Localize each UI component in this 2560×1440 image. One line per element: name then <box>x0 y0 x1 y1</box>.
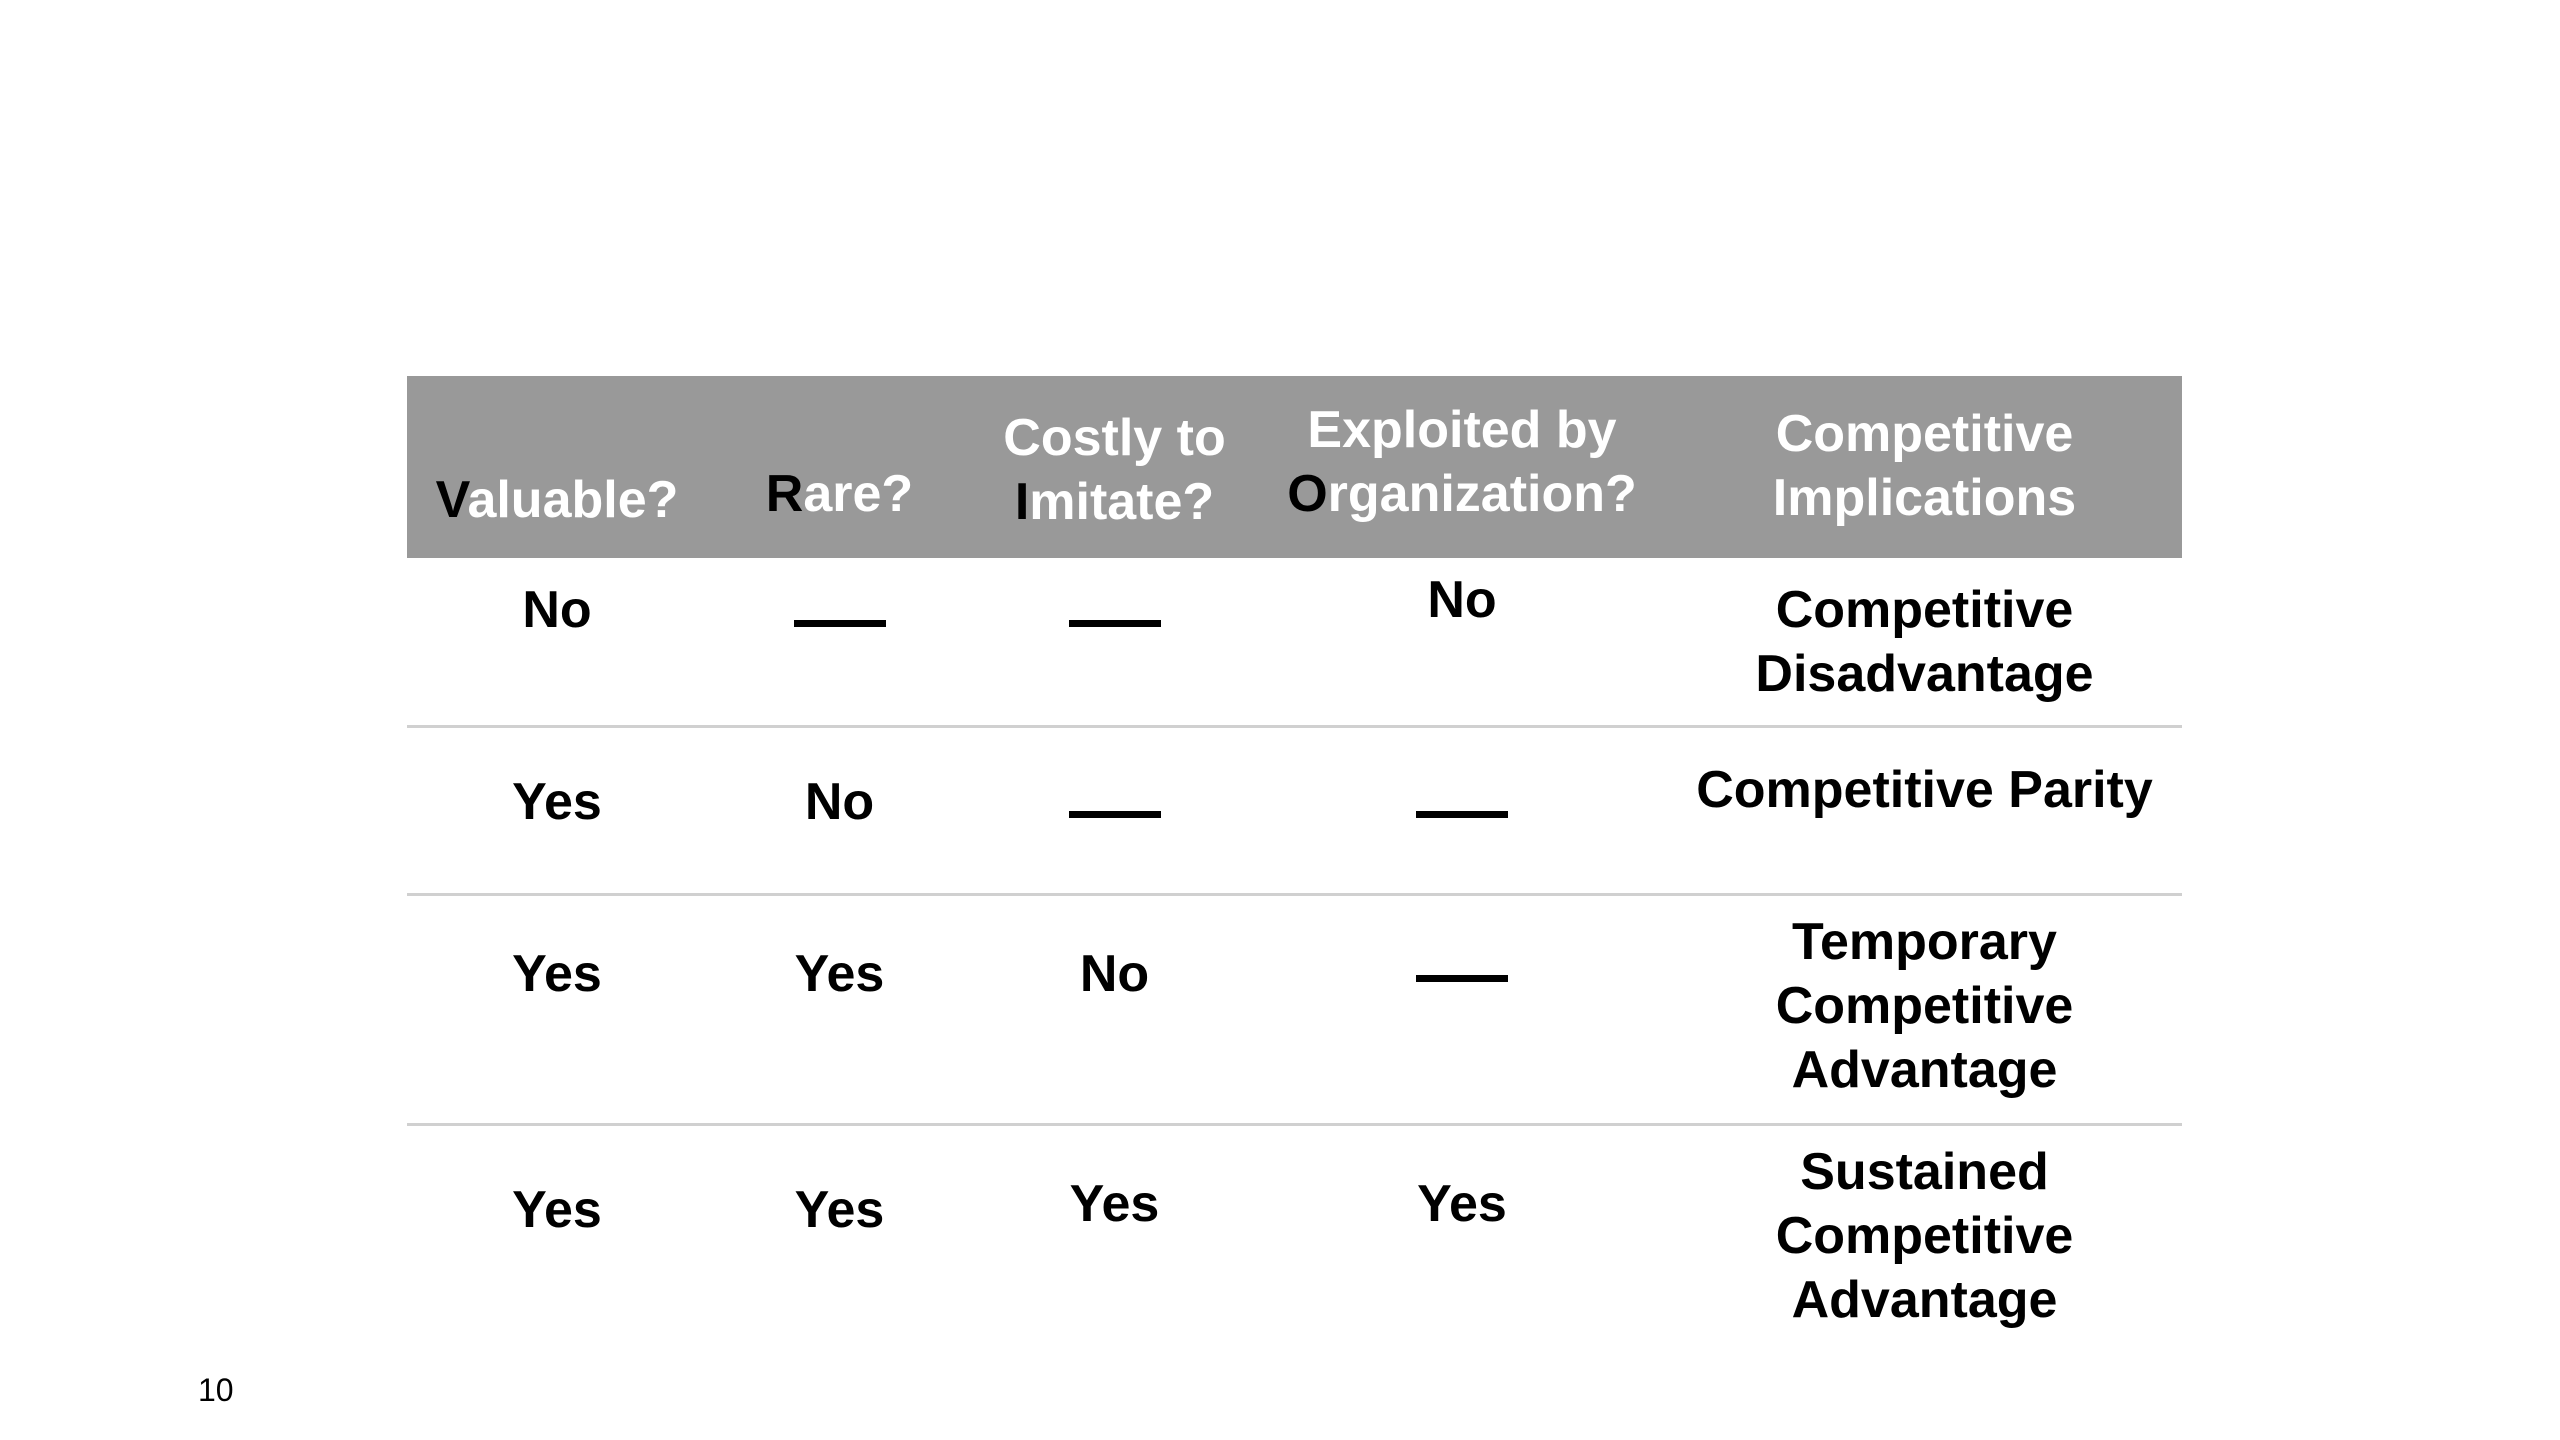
implication-line: Sustained <box>1800 1142 2049 1201</box>
header-costly-rest: mitate? <box>1029 473 1215 531</box>
cell-valuable <box>407 558 707 726</box>
cell-exploited <box>1257 894 1667 1124</box>
cell-valuable-text: Yes <box>512 772 602 831</box>
header-rare-rest: are? <box>803 465 914 523</box>
dash-mark <box>1069 811 1161 818</box>
header-exploited-initial: O <box>1287 465 1328 523</box>
header-implications-line1: Competitive <box>1775 405 2074 463</box>
cell-valuable <box>407 1124 707 1354</box>
cell-rare <box>707 558 972 726</box>
dash-mark <box>794 620 886 627</box>
header-exploited-by-organization <box>1257 376 1667 558</box>
table-row <box>407 894 2182 1124</box>
table-header-row <box>407 376 2182 558</box>
header-valuable <box>407 376 707 558</box>
cell-costly <box>972 894 1257 1124</box>
implication-line: Competitive <box>1775 976 2074 1035</box>
vrio-table-container <box>407 376 2182 1354</box>
header-rare <box>707 376 972 558</box>
cell-costly-text: Yes <box>1069 1174 1160 1233</box>
cell-rare-text: Yes <box>794 944 885 1003</box>
cell-exploited <box>1257 1124 1667 1354</box>
cell-valuable-text: No <box>522 581 592 639</box>
dash-mark <box>1416 975 1508 982</box>
header-costly-initial: I <box>1014 473 1030 531</box>
cell-costly <box>972 558 1257 726</box>
cell-costly-text: No <box>1079 944 1150 1003</box>
header-valuable-rest: aluable? <box>467 471 679 529</box>
implication-line: Competitive Parity <box>1696 760 2153 819</box>
cell-valuable-text: Yes <box>512 944 602 1003</box>
dash-mark <box>1069 620 1161 627</box>
cell-rare <box>707 894 972 1124</box>
cell-exploited-text: No <box>1427 571 1497 629</box>
cell-valuable <box>407 894 707 1124</box>
cell-costly <box>972 1124 1257 1354</box>
cell-exploited-text: Yes <box>1417 1174 1507 1233</box>
header-costly-line1: Costly to <box>1003 409 1226 467</box>
header-costly-to-imitate <box>972 376 1257 558</box>
header-competitive-implications <box>1667 376 2182 558</box>
cell-implications <box>1667 726 2182 894</box>
table-row <box>407 558 2182 726</box>
implication-line: Competitive <box>1775 1206 2074 1265</box>
table-row <box>407 726 2182 894</box>
cell-rare <box>707 1124 972 1354</box>
cell-exploited <box>1257 726 1667 894</box>
implication-line: Advantage <box>1791 1270 2058 1329</box>
header-rare-initial: R <box>765 465 804 523</box>
cell-implications <box>1667 1124 2182 1354</box>
dash-mark <box>1416 811 1508 818</box>
cell-costly <box>972 726 1257 894</box>
cell-rare-text: Yes <box>794 1180 885 1239</box>
header-valuable-initial: V <box>435 471 468 529</box>
implication-line: Advantage <box>1791 1040 2058 1099</box>
implication-line: Temporary <box>1792 912 2057 971</box>
header-exploited-line1: Exploited by <box>1307 401 1617 459</box>
cell-rare-text: No <box>804 772 875 831</box>
cell-valuable <box>407 726 707 894</box>
cell-valuable-text: Yes <box>512 1180 602 1239</box>
cell-exploited <box>1257 558 1667 726</box>
table-row <box>407 1124 2182 1354</box>
cell-implications <box>1667 558 2182 726</box>
header-implications-line2: Implications <box>1772 469 2077 527</box>
vrio-table <box>407 376 2182 1354</box>
page-number: 10 <box>198 1372 234 1408</box>
implication-line: Disadvantage <box>1755 645 2094 703</box>
cell-rare <box>707 726 972 894</box>
header-exploited-rest: rganization? <box>1327 465 1637 523</box>
cell-implications <box>1667 894 2182 1124</box>
implication-line: Competitive <box>1775 581 2074 639</box>
